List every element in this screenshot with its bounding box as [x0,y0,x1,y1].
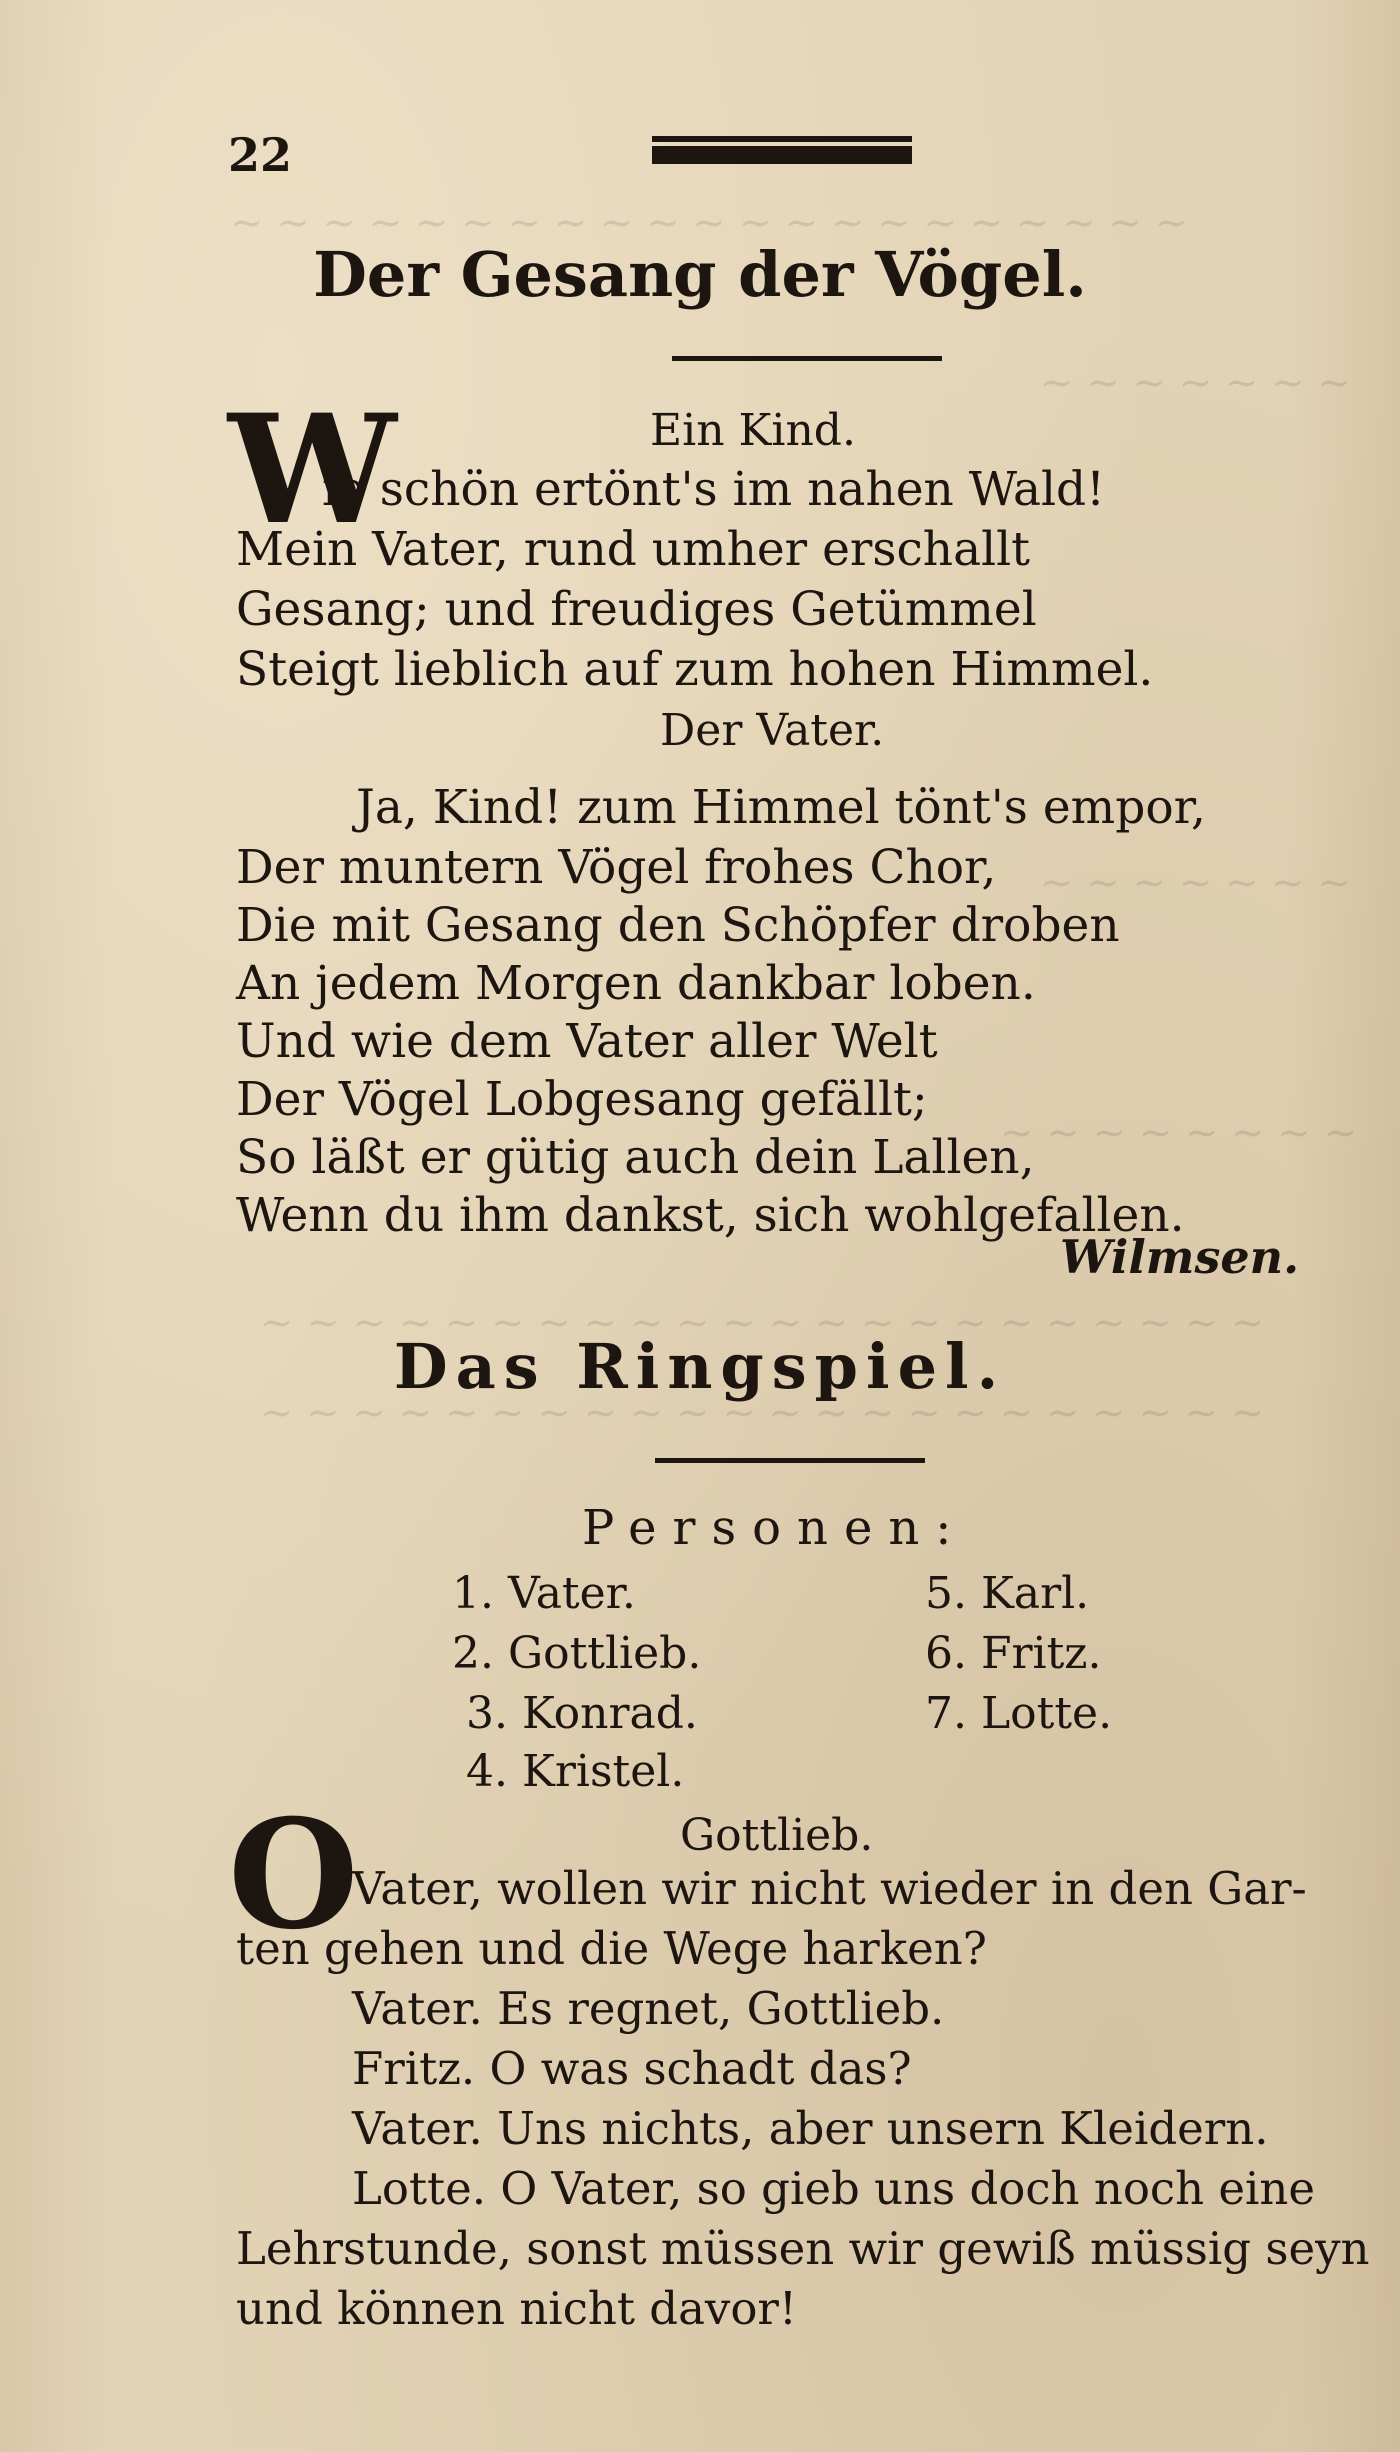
poem-line: Ja, Kind! zum Himmel tönt's empor, [356,780,1206,835]
bleed-through-line: ~ ~ ~ ~ ~ ~ ~ [1040,860,1351,906]
poem-dropcap: W [228,382,397,558]
play-line: Lotte. O Vater, so gieb uns doch noch eine [352,2162,1316,2215]
poem-line: ie schön ertönt's im nahen Wald! [322,462,1105,517]
header-rule-thick [652,146,912,164]
play-speaker: Gottlieb. [680,1810,874,1861]
play-title-rule [655,1458,925,1463]
poem-line: Der muntern Vögel frohes Chor, [236,840,997,895]
poem-speaker-father: Der Vater. [660,705,885,756]
poem-line: So läßt er gütig auch dein Lallen, [236,1130,1035,1185]
cast-member: 6. Fritz. [925,1628,1102,1679]
play-title: Das Ringspiel. [393,1330,1007,1403]
play-line: Vater. Es regnet, Gottlieb. [352,1982,945,2035]
poem-line: Gesang; und freudiges Getümmel [236,582,1037,637]
poem-line: Und wie dem Vater aller Welt [236,1014,938,1069]
play-line: und können nicht davor! [236,2282,798,2335]
cast-member: 5. Karl. [925,1568,1090,1619]
header-rule-top [652,136,912,142]
bleed-through-line: ~ ~ ~ ~ ~ ~ ~ ~ ~ ~ ~ ~ ~ ~ ~ ~ ~ ~ ~ ~ ~ ~ [260,1300,1265,1346]
play-dropcap: O [228,1787,359,1963]
poem-speaker-child: Ein Kind. [650,405,856,456]
play-line: ten gehen und die Wege harken? [236,1922,987,1975]
cast-member: 4. Kristel. [466,1746,685,1797]
poem-line: Der Vögel Lobgesang gefällt; [236,1072,928,1127]
cast-member: 1. Vater. [452,1568,636,1619]
bleed-through-line: ~ ~ ~ ~ ~ ~ ~ ~ ~ ~ ~ ~ ~ ~ ~ ~ ~ ~ ~ ~ ~ [230,200,1189,246]
poem-title: Der Gesang der Vögel. [313,238,1087,311]
bleed-through-line: ~ ~ ~ ~ ~ ~ ~ [1040,360,1351,406]
play-line: Vater. Uns nichts, aber unsern Kleidern. [352,2102,1269,2155]
poem-author: Wilmsen. [1060,1230,1300,1284]
cast-member: 3. Konrad. [466,1688,698,1739]
cast-member: 7. Lotte. [925,1688,1113,1739]
bleed-through-line: ~ ~ ~ ~ ~ ~ ~ ~ ~ ~ ~ ~ ~ ~ ~ ~ ~ ~ ~ ~ ~ ~ [260,1390,1265,1436]
poem-line: Steigt lieblich auf zum hohen Himmel. [236,642,1154,697]
poem-line: An jedem Morgen dankbar loben. [236,956,1036,1011]
cast-member: 2. Gottlieb. [452,1628,702,1679]
poem-title-rule [672,356,942,361]
poem-line: Wenn du ihm dankst, sich wohlgefallen. [236,1188,1185,1243]
play-line: Fritz. O was schadt das? [352,2042,912,2095]
poem-line: Die mit Gesang den Schöpfer droben [236,898,1120,953]
play-line: Vater, wollen wir nicht wieder in den Gar- [352,1862,1307,1915]
play-line: Lehrstunde, sonst müssen wir gewiß müssig seyn [236,2222,1370,2275]
poem-line: Mein Vater, rund umher erschallt [236,522,1031,577]
bleed-through-line: ~ ~ ~ ~ ~ ~ ~ ~ [1000,1110,1358,1156]
personen-heading: Personen: [582,1500,968,1556]
page-number: 22 [228,128,293,182]
